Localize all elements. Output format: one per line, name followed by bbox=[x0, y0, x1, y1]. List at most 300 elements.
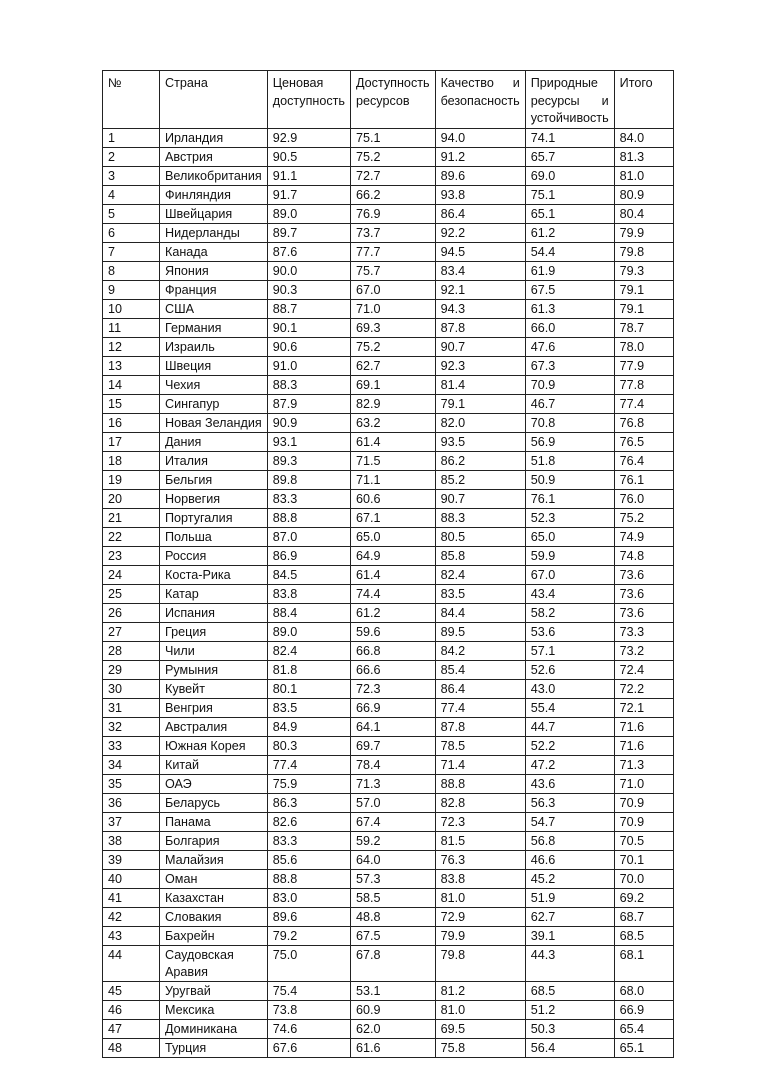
natural-resources: 61.3 bbox=[525, 299, 614, 318]
resource-availability: 71.1 bbox=[350, 470, 435, 489]
quality-safety: 78.5 bbox=[435, 736, 525, 755]
header-price-affordability: Ценовая доступность bbox=[267, 71, 350, 129]
row-num: 38 bbox=[103, 831, 160, 850]
row-num: 25 bbox=[103, 584, 160, 603]
total-score: 71.6 bbox=[614, 717, 673, 736]
price-affordability: 86.9 bbox=[267, 546, 350, 565]
quality-safety: 81.2 bbox=[435, 981, 525, 1000]
resource-availability: 53.1 bbox=[350, 981, 435, 1000]
price-affordability: 75.4 bbox=[267, 981, 350, 1000]
resource-availability: 66.9 bbox=[350, 698, 435, 717]
resource-availability: 75.7 bbox=[350, 261, 435, 280]
resource-availability: 62.0 bbox=[350, 1019, 435, 1038]
total-score: 70.9 bbox=[614, 793, 673, 812]
total-score: 70.9 bbox=[614, 812, 673, 831]
total-score: 75.2 bbox=[614, 508, 673, 527]
table-row bbox=[103, 698, 674, 717]
country-name: Австрия bbox=[160, 147, 268, 166]
price-affordability: 91.7 bbox=[267, 185, 350, 204]
country-name: Швейцария bbox=[160, 204, 268, 223]
total-score: 70.0 bbox=[614, 869, 673, 888]
price-affordability: 88.8 bbox=[267, 508, 350, 527]
country-name: Болгария bbox=[160, 831, 268, 850]
quality-safety: 94.0 bbox=[435, 128, 525, 147]
row-num: 21 bbox=[103, 508, 160, 527]
quality-safety: 77.4 bbox=[435, 698, 525, 717]
total-score: 80.4 bbox=[614, 204, 673, 223]
resource-availability: 76.9 bbox=[350, 204, 435, 223]
total-score: 68.7 bbox=[614, 907, 673, 926]
natural-resources: 70.9 bbox=[525, 375, 614, 394]
price-affordability: 83.0 bbox=[267, 888, 350, 907]
natural-resources: 75.1 bbox=[525, 185, 614, 204]
table-row bbox=[103, 603, 674, 622]
total-score: 79.8 bbox=[614, 242, 673, 261]
country-name: Чили bbox=[160, 641, 268, 660]
quality-safety: 82.0 bbox=[435, 413, 525, 432]
table-row bbox=[103, 1038, 674, 1057]
row-num: 40 bbox=[103, 869, 160, 888]
total-score: 79.3 bbox=[614, 261, 673, 280]
total-score: 77.9 bbox=[614, 356, 673, 375]
header-resource-availability: Доступность ресурсов bbox=[350, 71, 435, 129]
total-score: 79.9 bbox=[614, 223, 673, 242]
natural-resources: 47.6 bbox=[525, 337, 614, 356]
resource-availability: 61.4 bbox=[350, 565, 435, 584]
row-num: 33 bbox=[103, 736, 160, 755]
table-row bbox=[103, 185, 674, 204]
natural-resources: 43.0 bbox=[525, 679, 614, 698]
total-score: 78.7 bbox=[614, 318, 673, 337]
natural-resources: 53.6 bbox=[525, 622, 614, 641]
natural-resources: 54.4 bbox=[525, 242, 614, 261]
resource-availability: 61.2 bbox=[350, 603, 435, 622]
header-row bbox=[103, 71, 674, 129]
quality-safety: 93.5 bbox=[435, 432, 525, 451]
country-name: Греция bbox=[160, 622, 268, 641]
resource-availability: 61.6 bbox=[350, 1038, 435, 1057]
total-score: 70.5 bbox=[614, 831, 673, 850]
country-name: Оман bbox=[160, 869, 268, 888]
price-affordability: 90.3 bbox=[267, 280, 350, 299]
table-row bbox=[103, 565, 674, 584]
natural-resources: 56.3 bbox=[525, 793, 614, 812]
total-score: 76.8 bbox=[614, 413, 673, 432]
price-affordability: 82.6 bbox=[267, 812, 350, 831]
resource-availability: 82.9 bbox=[350, 394, 435, 413]
total-score: 77.8 bbox=[614, 375, 673, 394]
quality-safety: 88.8 bbox=[435, 774, 525, 793]
table-row bbox=[103, 736, 674, 755]
table-row bbox=[103, 394, 674, 413]
country-name: Южная Корея bbox=[160, 736, 268, 755]
table-row bbox=[103, 926, 674, 945]
resource-availability: 61.4 bbox=[350, 432, 435, 451]
quality-safety: 81.4 bbox=[435, 375, 525, 394]
natural-resources: 52.6 bbox=[525, 660, 614, 679]
row-num: 9 bbox=[103, 280, 160, 299]
resource-availability: 67.1 bbox=[350, 508, 435, 527]
country-name: Чехия bbox=[160, 375, 268, 394]
natural-resources: 55.4 bbox=[525, 698, 614, 717]
resource-availability: 58.5 bbox=[350, 888, 435, 907]
country-name: Россия bbox=[160, 546, 268, 565]
resource-availability: 69.7 bbox=[350, 736, 435, 755]
natural-resources: 61.9 bbox=[525, 261, 614, 280]
total-score: 71.0 bbox=[614, 774, 673, 793]
country-name: Испания bbox=[160, 603, 268, 622]
country-name: Коста-Рика bbox=[160, 565, 268, 584]
price-affordability: 89.8 bbox=[267, 470, 350, 489]
table-row bbox=[103, 147, 674, 166]
table-row bbox=[103, 717, 674, 736]
resource-availability: 66.8 bbox=[350, 641, 435, 660]
country-name: Великобритания bbox=[160, 166, 268, 185]
natural-resources: 67.5 bbox=[525, 280, 614, 299]
price-affordability: 75.9 bbox=[267, 774, 350, 793]
quality-safety: 86.2 bbox=[435, 451, 525, 470]
row-num: 27 bbox=[103, 622, 160, 641]
row-num: 34 bbox=[103, 755, 160, 774]
natural-resources: 67.3 bbox=[525, 356, 614, 375]
natural-resources: 51.9 bbox=[525, 888, 614, 907]
price-affordability: 87.0 bbox=[267, 527, 350, 546]
resource-availability: 57.3 bbox=[350, 869, 435, 888]
price-affordability: 90.5 bbox=[267, 147, 350, 166]
country-name: Турция bbox=[160, 1038, 268, 1057]
natural-resources: 56.9 bbox=[525, 432, 614, 451]
table-row bbox=[103, 831, 674, 850]
table-row bbox=[103, 223, 674, 242]
total-score: 70.1 bbox=[614, 850, 673, 869]
table-row bbox=[103, 527, 674, 546]
total-score: 79.1 bbox=[614, 280, 673, 299]
country-name: Беларусь bbox=[160, 793, 268, 812]
price-affordability: 83.8 bbox=[267, 584, 350, 603]
price-affordability: 80.3 bbox=[267, 736, 350, 755]
price-affordability: 83.5 bbox=[267, 698, 350, 717]
quality-safety: 83.5 bbox=[435, 584, 525, 603]
price-affordability: 74.6 bbox=[267, 1019, 350, 1038]
header-quality-safety: Качество и безопасность bbox=[435, 71, 525, 129]
resource-availability: 63.2 bbox=[350, 413, 435, 432]
resource-availability: 72.3 bbox=[350, 679, 435, 698]
row-num: 48 bbox=[103, 1038, 160, 1057]
resource-availability: 69.3 bbox=[350, 318, 435, 337]
row-num: 45 bbox=[103, 981, 160, 1000]
country-name: Италия bbox=[160, 451, 268, 470]
table-row bbox=[103, 280, 674, 299]
country-name: Кувейт bbox=[160, 679, 268, 698]
resource-availability: 66.2 bbox=[350, 185, 435, 204]
total-score: 77.4 bbox=[614, 394, 673, 413]
resource-availability: 78.4 bbox=[350, 755, 435, 774]
price-affordability: 88.7 bbox=[267, 299, 350, 318]
price-affordability: 81.8 bbox=[267, 660, 350, 679]
price-affordability: 73.8 bbox=[267, 1000, 350, 1019]
table-row bbox=[103, 945, 674, 981]
quality-safety: 84.2 bbox=[435, 641, 525, 660]
row-num: 16 bbox=[103, 413, 160, 432]
country-name: Венгрия bbox=[160, 698, 268, 717]
price-affordability: 84.5 bbox=[267, 565, 350, 584]
natural-resources: 67.0 bbox=[525, 565, 614, 584]
row-num: 3 bbox=[103, 166, 160, 185]
table-row bbox=[103, 546, 674, 565]
country-name: Нидерланды bbox=[160, 223, 268, 242]
header-country: Страна bbox=[160, 71, 268, 129]
table-row bbox=[103, 356, 674, 375]
price-affordability: 83.3 bbox=[267, 831, 350, 850]
resource-availability: 64.0 bbox=[350, 850, 435, 869]
table-row bbox=[103, 299, 674, 318]
natural-resources: 52.3 bbox=[525, 508, 614, 527]
resource-availability: 71.5 bbox=[350, 451, 435, 470]
resource-availability: 65.0 bbox=[350, 527, 435, 546]
row-num: 36 bbox=[103, 793, 160, 812]
total-score: 72.2 bbox=[614, 679, 673, 698]
price-affordability: 91.1 bbox=[267, 166, 350, 185]
quality-safety: 90.7 bbox=[435, 489, 525, 508]
row-num: 15 bbox=[103, 394, 160, 413]
row-num: 1 bbox=[103, 128, 160, 147]
price-affordability: 86.3 bbox=[267, 793, 350, 812]
country-name: Бельгия bbox=[160, 470, 268, 489]
table-row bbox=[103, 318, 674, 337]
resource-availability: 59.2 bbox=[350, 831, 435, 850]
natural-resources: 58.2 bbox=[525, 603, 614, 622]
row-num: 47 bbox=[103, 1019, 160, 1038]
table-row bbox=[103, 470, 674, 489]
natural-resources: 70.8 bbox=[525, 413, 614, 432]
price-affordability: 90.0 bbox=[267, 261, 350, 280]
quality-safety: 83.4 bbox=[435, 261, 525, 280]
quality-safety: 85.2 bbox=[435, 470, 525, 489]
price-affordability: 75.0 bbox=[267, 945, 350, 981]
total-score: 74.8 bbox=[614, 546, 673, 565]
table-row bbox=[103, 584, 674, 603]
quality-safety: 93.8 bbox=[435, 185, 525, 204]
natural-resources: 43.6 bbox=[525, 774, 614, 793]
price-affordability: 82.4 bbox=[267, 641, 350, 660]
total-score: 80.9 bbox=[614, 185, 673, 204]
country-name: Израиль bbox=[160, 337, 268, 356]
natural-resources: 66.0 bbox=[525, 318, 614, 337]
table-row bbox=[103, 508, 674, 527]
price-affordability: 80.1 bbox=[267, 679, 350, 698]
natural-resources: 59.9 bbox=[525, 546, 614, 565]
price-affordability: 89.7 bbox=[267, 223, 350, 242]
quality-safety: 79.9 bbox=[435, 926, 525, 945]
country-name: Сингапур bbox=[160, 394, 268, 413]
country-name: Румыния bbox=[160, 660, 268, 679]
resource-availability: 72.7 bbox=[350, 166, 435, 185]
quality-safety: 91.2 bbox=[435, 147, 525, 166]
price-affordability: 87.6 bbox=[267, 242, 350, 261]
row-num: 17 bbox=[103, 432, 160, 451]
row-num: 39 bbox=[103, 850, 160, 869]
resource-availability: 75.2 bbox=[350, 147, 435, 166]
table-row bbox=[103, 793, 674, 812]
quality-safety: 82.8 bbox=[435, 793, 525, 812]
row-num: 32 bbox=[103, 717, 160, 736]
resource-availability: 59.6 bbox=[350, 622, 435, 641]
price-affordability: 85.6 bbox=[267, 850, 350, 869]
natural-resources: 46.6 bbox=[525, 850, 614, 869]
row-num: 35 bbox=[103, 774, 160, 793]
resource-availability: 67.0 bbox=[350, 280, 435, 299]
price-affordability: 91.0 bbox=[267, 356, 350, 375]
total-score: 78.0 bbox=[614, 337, 673, 356]
total-score: 72.1 bbox=[614, 698, 673, 717]
quality-safety: 92.3 bbox=[435, 356, 525, 375]
natural-resources: 43.4 bbox=[525, 584, 614, 603]
resource-availability: 75.1 bbox=[350, 128, 435, 147]
total-score: 73.6 bbox=[614, 603, 673, 622]
row-num: 18 bbox=[103, 451, 160, 470]
quality-safety: 86.4 bbox=[435, 679, 525, 698]
resource-availability: 62.7 bbox=[350, 356, 435, 375]
total-score: 73.6 bbox=[614, 584, 673, 603]
natural-resources: 68.5 bbox=[525, 981, 614, 1000]
quality-safety: 72.3 bbox=[435, 812, 525, 831]
quality-safety: 89.6 bbox=[435, 166, 525, 185]
row-num: 43 bbox=[103, 926, 160, 945]
price-affordability: 90.1 bbox=[267, 318, 350, 337]
table-row bbox=[103, 337, 674, 356]
resource-availability: 69.1 bbox=[350, 375, 435, 394]
natural-resources: 44.3 bbox=[525, 945, 614, 981]
resource-availability: 77.7 bbox=[350, 242, 435, 261]
price-affordability: 67.6 bbox=[267, 1038, 350, 1057]
natural-resources: 51.2 bbox=[525, 1000, 614, 1019]
resource-availability: 71.3 bbox=[350, 774, 435, 793]
country-name: Катар bbox=[160, 584, 268, 603]
price-affordability: 88.8 bbox=[267, 869, 350, 888]
country-name: Панама bbox=[160, 812, 268, 831]
price-affordability: 92.9 bbox=[267, 128, 350, 147]
country-name: Казахстан bbox=[160, 888, 268, 907]
resource-availability: 67.8 bbox=[350, 945, 435, 981]
table-body bbox=[103, 128, 674, 1057]
country-name: Бахрейн bbox=[160, 926, 268, 945]
total-score: 81.0 bbox=[614, 166, 673, 185]
row-num: 12 bbox=[103, 337, 160, 356]
table-row bbox=[103, 261, 674, 280]
total-score: 69.2 bbox=[614, 888, 673, 907]
quality-safety: 88.3 bbox=[435, 508, 525, 527]
total-score: 73.3 bbox=[614, 622, 673, 641]
resource-availability: 67.4 bbox=[350, 812, 435, 831]
total-score: 68.0 bbox=[614, 981, 673, 1000]
price-affordability: 90.9 bbox=[267, 413, 350, 432]
resource-availability: 71.0 bbox=[350, 299, 435, 318]
country-name: Дания bbox=[160, 432, 268, 451]
table-row bbox=[103, 869, 674, 888]
quality-safety: 87.8 bbox=[435, 717, 525, 736]
country-name: Словакия bbox=[160, 907, 268, 926]
natural-resources: 65.1 bbox=[525, 204, 614, 223]
ranking-table bbox=[102, 70, 674, 1058]
table-row bbox=[103, 812, 674, 831]
price-affordability: 83.3 bbox=[267, 489, 350, 508]
row-num: 24 bbox=[103, 565, 160, 584]
country-name: Япония bbox=[160, 261, 268, 280]
country-name: Австралия bbox=[160, 717, 268, 736]
resource-availability: 57.0 bbox=[350, 793, 435, 812]
row-num: 22 bbox=[103, 527, 160, 546]
table-row bbox=[103, 375, 674, 394]
country-name: Доминикана bbox=[160, 1019, 268, 1038]
quality-safety: 87.8 bbox=[435, 318, 525, 337]
header-natural-resources: Природные ресурсы и устойчивость bbox=[525, 71, 614, 129]
natural-resources: 76.1 bbox=[525, 489, 614, 508]
country-name: Мексика bbox=[160, 1000, 268, 1019]
table-row bbox=[103, 1019, 674, 1038]
total-score: 72.4 bbox=[614, 660, 673, 679]
country-name: Франция bbox=[160, 280, 268, 299]
price-affordability: 87.9 bbox=[267, 394, 350, 413]
resource-availability: 66.6 bbox=[350, 660, 435, 679]
quality-safety: 81.5 bbox=[435, 831, 525, 850]
total-score: 76.0 bbox=[614, 489, 673, 508]
table-row bbox=[103, 413, 674, 432]
total-score: 73.2 bbox=[614, 641, 673, 660]
quality-safety: 80.5 bbox=[435, 527, 525, 546]
resource-availability: 60.6 bbox=[350, 489, 435, 508]
quality-safety: 94.5 bbox=[435, 242, 525, 261]
natural-resources: 62.7 bbox=[525, 907, 614, 926]
price-affordability: 77.4 bbox=[267, 755, 350, 774]
quality-safety: 76.3 bbox=[435, 850, 525, 869]
price-affordability: 89.0 bbox=[267, 622, 350, 641]
total-score: 68.1 bbox=[614, 945, 673, 981]
resource-availability: 48.8 bbox=[350, 907, 435, 926]
table-row bbox=[103, 981, 674, 1000]
quality-safety: 79.8 bbox=[435, 945, 525, 981]
natural-resources: 47.2 bbox=[525, 755, 614, 774]
country-name: Португалия bbox=[160, 508, 268, 527]
resource-availability: 73.7 bbox=[350, 223, 435, 242]
natural-resources: 50.9 bbox=[525, 470, 614, 489]
natural-resources: 51.8 bbox=[525, 451, 614, 470]
row-num: 14 bbox=[103, 375, 160, 394]
row-num: 8 bbox=[103, 261, 160, 280]
quality-safety: 82.4 bbox=[435, 565, 525, 584]
price-affordability: 93.1 bbox=[267, 432, 350, 451]
natural-resources: 45.2 bbox=[525, 869, 614, 888]
row-num: 41 bbox=[103, 888, 160, 907]
price-affordability: 89.0 bbox=[267, 204, 350, 223]
total-score: 65.1 bbox=[614, 1038, 673, 1057]
price-affordability: 84.9 bbox=[267, 717, 350, 736]
country-name: Финляндия bbox=[160, 185, 268, 204]
price-affordability: 89.3 bbox=[267, 451, 350, 470]
country-name: Китай bbox=[160, 755, 268, 774]
country-name: Канада bbox=[160, 242, 268, 261]
row-num: 13 bbox=[103, 356, 160, 375]
country-name: Швеция bbox=[160, 356, 268, 375]
row-num: 44 bbox=[103, 945, 160, 981]
country-name: Малайзия bbox=[160, 850, 268, 869]
table-row bbox=[103, 128, 674, 147]
quality-safety: 75.8 bbox=[435, 1038, 525, 1057]
quality-safety: 72.9 bbox=[435, 907, 525, 926]
country-name: Новая Зеландия bbox=[160, 413, 268, 432]
table-row bbox=[103, 166, 674, 185]
row-num: 31 bbox=[103, 698, 160, 717]
row-num: 10 bbox=[103, 299, 160, 318]
